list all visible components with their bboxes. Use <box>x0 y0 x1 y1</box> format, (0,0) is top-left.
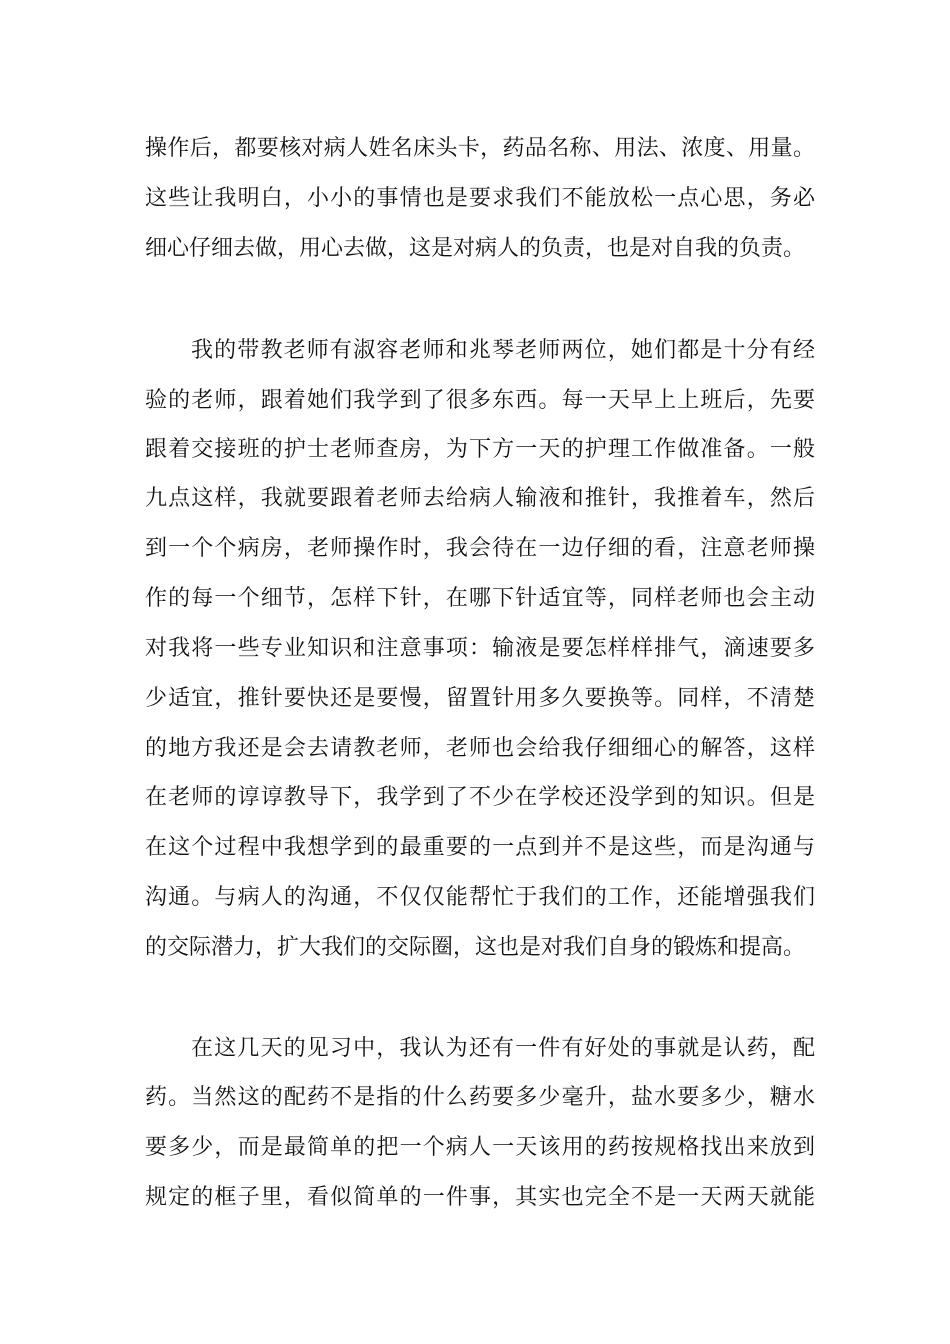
paragraph-2-line-9: 的地方我还是会去请教老师，老师也会给我仔细细心的解答，这样 <box>145 736 815 761</box>
paragraph-2-line-8: 少适宜，推针要快还是要慢，留置针用多久要换等。同样，不清楚 <box>145 686 815 711</box>
paragraph-2-line-6: 作的每一个细节，怎样下针，在哪下针适宜等，同样老师也会主动 <box>145 586 815 611</box>
paragraph-2-line-11: 在这个过程中我想学到的最重要的一点到并不是这些，而是沟通与 <box>145 835 815 860</box>
paragraph-2-line-13: 的交际潜力，扩大我们的交际圈，这也是对我们自身的锻炼和提高。 <box>145 935 806 960</box>
paragraph-1-line-2: 这些让我明白，小小的事情也是要求我们不能放松一点心思，务必 <box>145 186 815 211</box>
paragraph-1-line-3: 细心仔细去做，用心去做，这是对病人的负责，也是对自我的负责。 <box>145 236 806 261</box>
paragraph-2-line-10: 在老师的谆谆教导下，我学到了不少在学校还没学到的知识。但是 <box>145 785 815 810</box>
paragraph-2-line-7: 对我将一些专业知识和注意事项：输液是要怎样样排气，滴速要多 <box>145 636 815 661</box>
paragraph-3-line-1: 在这几天的见习中，我认为还有一件有好处的事就是认药，配 <box>191 1036 815 1061</box>
paragraph-2-line-5: 到一个个病房，老师操作时，我会待在一边仔细的看，注意老师操 <box>145 536 815 561</box>
paragraph-1-line-1: 操作后，都要核对病人姓名床头卡，药品名称、用法、浓度、用量。 <box>145 136 815 161</box>
paragraph-2-line-1: 我的带教老师有淑容老师和兆琴老师两位，她们都是十分有经 <box>191 338 815 363</box>
paragraph-3-line-4: 规定的框子里，看似简单的一件事，其实也完全不是一天两天就能 <box>145 1185 815 1210</box>
paragraph-3-line-2: 药。当然这的配药不是指的什么药要多少毫升，盐水要多少，糖水 <box>145 1085 815 1110</box>
paragraph-2-line-12: 沟通。与病人的沟通，不仅仅能帮忙于我们的工作，还能增强我们 <box>145 885 815 910</box>
paragraph-2-line-3: 跟着交接班的护士老师查房，为下方一天的护理工作做准备。一般 <box>145 437 815 462</box>
paragraph-2-line-4: 九点这样，我就要跟着老师去给病人输液和推针，我推着车，然后 <box>145 486 815 511</box>
paragraph-3-line-3: 要多少，而是最简单的把一个病人一天该用的药按规格找出来放到 <box>145 1135 815 1160</box>
paragraph-2-line-2: 验的老师，跟着她们我学到了很多东西。每一天早上上班后，先要 <box>145 388 815 413</box>
